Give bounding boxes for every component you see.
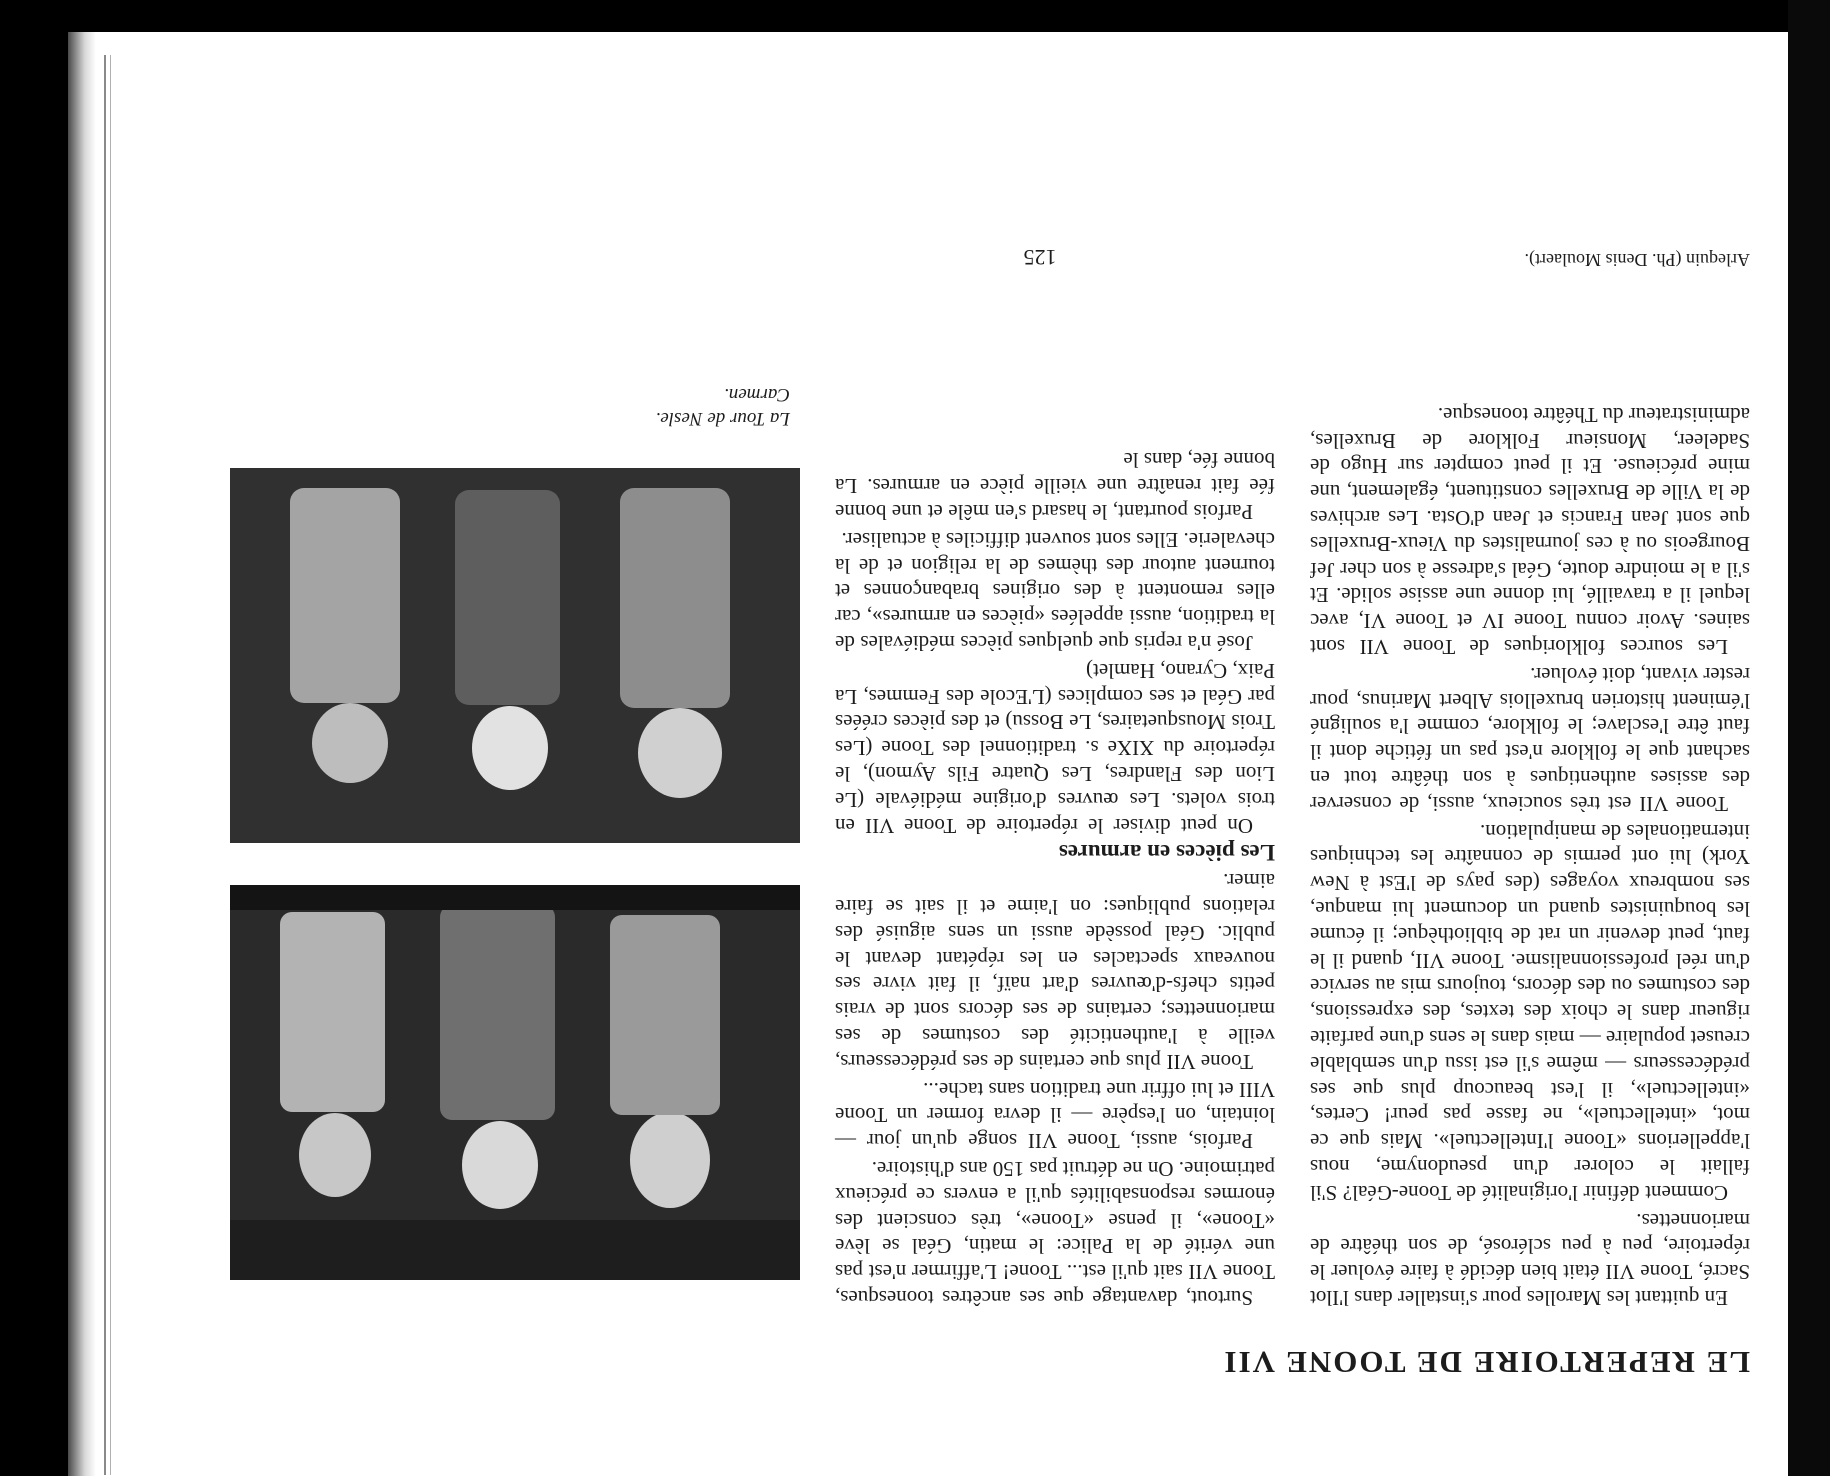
middle-column [835,445,1275,1310]
photo-credit: Arlequin (Ph. Denis Moulaert). [1524,250,1750,270]
paragraph: Surtout, davantage que ses ancêtres toonesques, Toone VII sait qu'il est... Toone! L'affirmer n'est pas une vérité de la Palice: le matin, Géal se lève «Toone», il pense «Toone», très conscient des énormes responsabilités qu'il a envers ce précieux patrimoine. On ne détruit pas 150 ans d'histoire. [835,1157,1275,1310]
paragraph: José n'a repris que quelques pièces médiévales de la tradition, aussi appelées «pièces en armures», car elles remontent à des origines brabançonnes et tournent autour des thèmes de la religion et de la chevalerie. Elles sont souvent difficiles à actualiser. [835,527,1275,656]
page-number: 125 [1023,245,1057,270]
paragraph: Comment définir l'originalité de Toone-Géal? S'il fallait le colorer d'un pseudonyme, nous l'appellerions «Toone l'Intellectuel». Mais que ce mot, «intellectuel», ne fasse pas peur! Certes, «intellectuel», il l'est beaucoup plus que ses prédécesseurs — même s'il est issu d'un semblable creuset populaire — mais dans le sens d'une parfaite rigueur dans le choix des textes, des expressions, des costumes ou des décors, toujours mis au service d'un réel professionnalisme. Toone VII, quand il le faut, peut devenir un rat de bibliothèque; il écume les bouquinistes quand un document lui manque, ses nombreux voyages (des pays de l'Est à New York) lui ont permis de connaître les techniques internationales de manipulation. [1310,819,1750,1205]
paragraph: Toone VII plus que certains de ses prédécesseurs, veille à l'authenticité des costumes de ses marionnettes; certains de ses décors sont de vrais petits chefs-d'œuvres d'art naïf, il fait vivre ses nouveaux spectacles en les répétant devant le public. Géal possède aussi un sens aiguisé des relations publiques: on l'aime et il sait se faire aimer. [835,869,1275,1074]
paragraph: En quittant les Marolles pour s'installer dans l'Ilot Sacré, Toone VII était bien décidé à faire évoluer le répertoire, peu à peu sclérosé, de son théâtre de marionnettes. [1310,1208,1750,1310]
gutter-rule [104,55,106,1475]
caption-tour-de-nesle: La Tour de Nesle. [655,408,790,429]
left-column [1310,399,1750,1310]
paragraph: Toone VII est très soucieux, aussi, de conserver des assises authentiques à son théâtre tout en sachant que le folklore n'est pas un fétiche dont il faut être l'esclave; le folklore, comme l'a souligné l'éminent historien bruxellois Albert Marinus, pour rester vivant, doit évoluer. [1310,662,1750,816]
puppets-illustration [230,468,800,843]
paragraph: Parfois, aussi, Toone VII songe qu'un jour — lointain, on l'espère — il devra former un Toone VIII et lui offrir une tradition sans tache... [835,1077,1275,1154]
paragraph: Parfois pourtant, le hasard s'en mêle et une bonne fée fait renaître une vieille pièce en armures. La bonne fée, dans le [835,448,1275,525]
section-heading: Les pièces en armures [1058,840,1275,866]
photo-tour-de-nesle [230,885,800,1280]
scanner-border-top [0,0,1830,32]
photo-captions [230,382,790,430]
scanner-border-left [0,0,68,1476]
puppets-illustration [230,885,800,1280]
page-title: LE REPERTOIRE DE TOONE VII [1222,1345,1750,1380]
gutter-rule-inner [110,55,111,1475]
photo-carmen [230,468,800,843]
book-spine-shadow [68,32,96,1476]
page-content [170,60,1760,1430]
caption-carmen: Carmen. [724,384,790,405]
paragraph: On peut diviser le répertoire de Toone VII en trois volets. Les œuvres d'origine médiévale (Le Lion des Flandres, Les Quatre Fils Aymon), le répertoire du XIXe s. traditionnel des Toone (Les Trois Mousquetaires, Le Bossu) et des pièces créées par Géal et ses complices (L'Ecole des Femmes, La Paix, Cyrano, Hamlet) [835,658,1275,838]
scanner-border-right [1788,0,1830,1476]
paragraph: Les sources folkloriques de Toone VII sont saines. Avoir connu Toone IV et Toone VI, avec lequel il a travaillé, lui donne une assise solide. Et s'il a le moindre doute, Géal s'adresse à son cher Jef Bourgeois ou à ces journalistes du Vieux-Bruxelles que sont Jean Francis et Jean d'Osta. Les archives de la Ville de Bruxelles constituent, également, une mine précieuse. Et il peut compter sur Hugo de Sadeleer, Monsieur Folklore de Bruxelles, administrateur du Théâtre toonesque. [1310,402,1750,660]
